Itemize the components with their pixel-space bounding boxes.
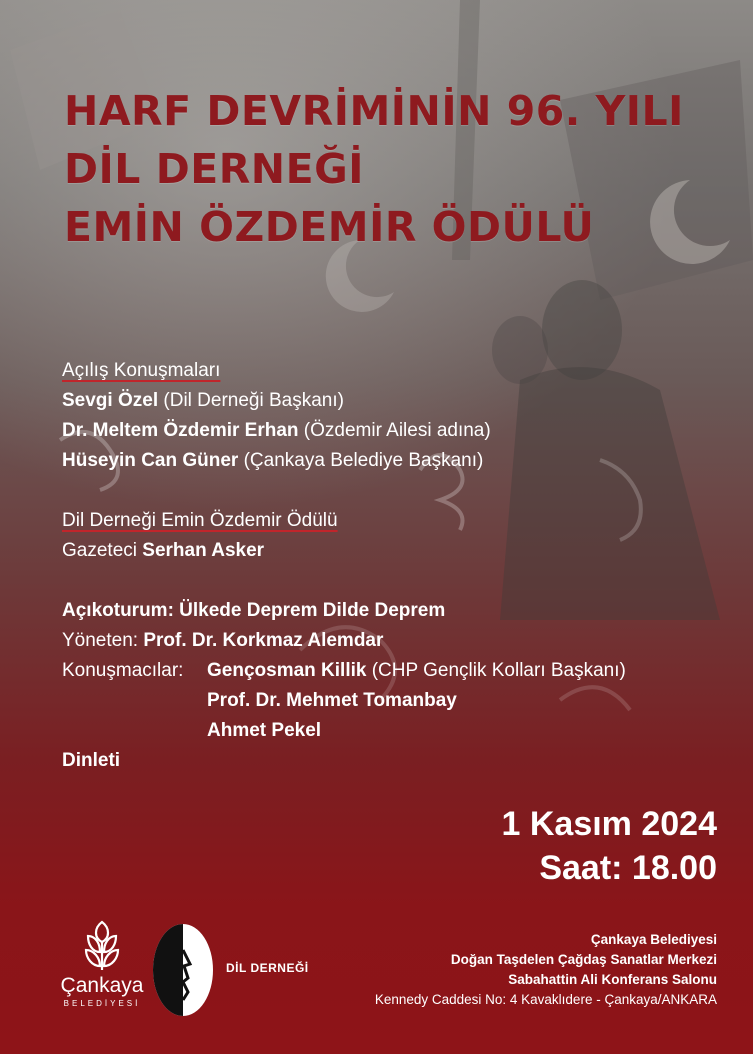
speaker-role: (Çankaya Belediye Başkanı) — [243, 450, 484, 471]
opening-heading: Açılış Konuşmaları — [62, 360, 221, 381]
program-list — [62, 356, 626, 776]
speaker-name: Sevgi Özel — [62, 390, 159, 411]
speakers-list — [207, 656, 626, 746]
award-recipient: Serhan Asker — [142, 540, 265, 561]
speaker-name: Dr. Meltem Özdemir Erhan — [62, 420, 299, 441]
speaker-role: (CHP Gençlik Kolları Başkanı) — [371, 660, 626, 681]
panel-title: Açıkoturum: Ülkede Deprem Dilde Deprem — [62, 600, 446, 621]
panel-speaker: Ahmet Pekel — [207, 720, 322, 741]
event-time: Saat: 18.00 — [539, 849, 717, 887]
venue-line-2: Doğan Taşdelen Çağdaş Sanatlar Merkezi — [450, 952, 717, 967]
moderator-label: Yöneten: — [62, 630, 139, 651]
moderator-line — [62, 626, 626, 656]
opening-speaker — [62, 416, 626, 446]
title-line-1: HARF DEVRİMİNİN 96. YILI — [64, 87, 684, 135]
dil-dernegi-face-icon — [148, 920, 218, 1020]
speakers-label: Konuşmacılar: — [62, 660, 184, 681]
venue-info — [375, 930, 717, 1010]
venue-address: Kennedy Caddesi No: 4 Kavaklıdere - Çankaya/ANKARA — [374, 992, 717, 1007]
venue-line-3: Sabahattin Ali Konferans Salonu — [508, 972, 717, 987]
event-date: 1 Kasım 2024 — [501, 805, 717, 843]
award-prefix: Gazeteci — [62, 540, 137, 561]
title-line-2: DİL DERNEĞİ — [64, 145, 365, 193]
cankaya-logo-name: Çankaya — [60, 974, 144, 997]
speaker-name: Gençosman Killik — [207, 660, 367, 681]
dil-dernegi-logo-text: DİL DERNEĞİ — [226, 961, 309, 975]
panel-speaker — [207, 656, 626, 686]
award-recipient-line — [62, 536, 626, 566]
venue-line-1: Çankaya Belediyesi — [590, 932, 717, 947]
speaker-name: Hüseyin Can Güner — [62, 450, 239, 471]
wheat-icon — [80, 918, 124, 970]
event-datetime — [502, 802, 718, 890]
speaker-role: (Dil Derneği Başkanı) — [163, 390, 344, 411]
closing-item: Dinleti — [62, 750, 121, 771]
award-heading: Dil Derneği Emin Özdemir Ödülü — [62, 510, 338, 531]
cankaya-logo — [60, 918, 144, 1008]
title-line-3: EMİN ÖZDEMİR ÖDÜLÜ — [64, 203, 595, 251]
panel-speakers — [62, 656, 626, 746]
opening-speaker — [62, 386, 626, 416]
opening-speaker — [62, 446, 626, 476]
cankaya-logo-subtitle: BELEDİYESİ — [63, 999, 141, 1008]
poster-title — [64, 82, 684, 256]
panel-speaker: Prof. Dr. Mehmet Tomanbay — [207, 690, 457, 711]
moderator-name: Prof. Dr. Korkmaz Alemdar — [143, 630, 384, 651]
speaker-role: (Özdemir Ailesi adına) — [303, 420, 491, 441]
